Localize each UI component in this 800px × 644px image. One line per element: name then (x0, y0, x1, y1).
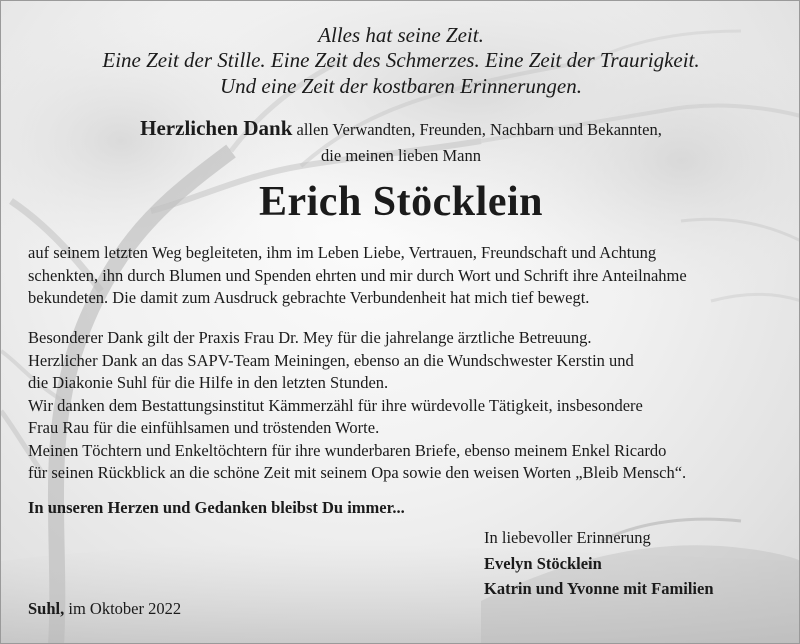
thanks-line-2: die meinen lieben Mann (321, 146, 481, 165)
motto-line-3: Und eine Zeit der kostbaren Erinnerungen. (220, 74, 582, 98)
thanks-text: allen Verwandten, Freunden, Nachbarn und Bekannten, (292, 120, 662, 139)
closing-line: In unseren Herzen und Gedanken bleibst Du immer... (28, 498, 405, 517)
thanks-line-1 (1, 116, 800, 141)
motto-line-2: Eine Zeit der Stille. Eine Zeit des Schmerzes. Eine Zeit der Traurigkeit. (102, 48, 700, 72)
paragraph-special-thanks: Besonderer Dank gilt der Praxis Frau Dr. Mey für die jahrelange ärztliche Betreuung. Herzlicher Dank an das SAPV-Team Meiningen, ebenso an die Wundschwester Kerstin und die Diakonie Suhl für die Hilfe in den letzten Stunden. Wir danken dem Bestattungsinstitut Kämmerzähl für ihre würdevolle Tätigkeit, insbesondere Frau Rau für die einfühlsamen und tröstenden Worte. Meinen Töchtern und Enkeltöchtern für ihre wunderbaren Briefe, ebenso meinem Enkel Ricardo für seinen Rückblick an die schöne Zeit mit seinem Opa sowie den weisen Worten „Bleib Mensch“. (28, 328, 687, 482)
place-city: Suhl, (28, 599, 65, 618)
motto-line-1: Alles hat seine Zeit. (318, 23, 484, 47)
place-date-text: im Oktober 2022 (64, 599, 182, 618)
signature-intro: In liebevoller Erinnerung (484, 528, 651, 547)
paragraph-gratitude: auf seinem letzten Weg begleiteten, ihm im Leben Liebe, Vertrauen, Freundschaft und Achtung schenkten, ihn durch Blumen und Spenden ehrten und mir durch Wort und Schrift ihre Anteilnahme bekundeten. Die damit zum Ausdruck gebrachte Verbundenheit hat mich tief bewegt. (28, 243, 687, 307)
place-date (28, 599, 181, 619)
thanks-heading: Herzlichen Dank (140, 116, 293, 140)
signature-name-1: Evelyn Stöcklein (484, 554, 602, 573)
text-layer (1, 1, 800, 644)
signature-name-2: Katrin und Yvonne mit Familien (484, 579, 714, 598)
deceased-name: Erich Stöcklein (258, 179, 543, 225)
